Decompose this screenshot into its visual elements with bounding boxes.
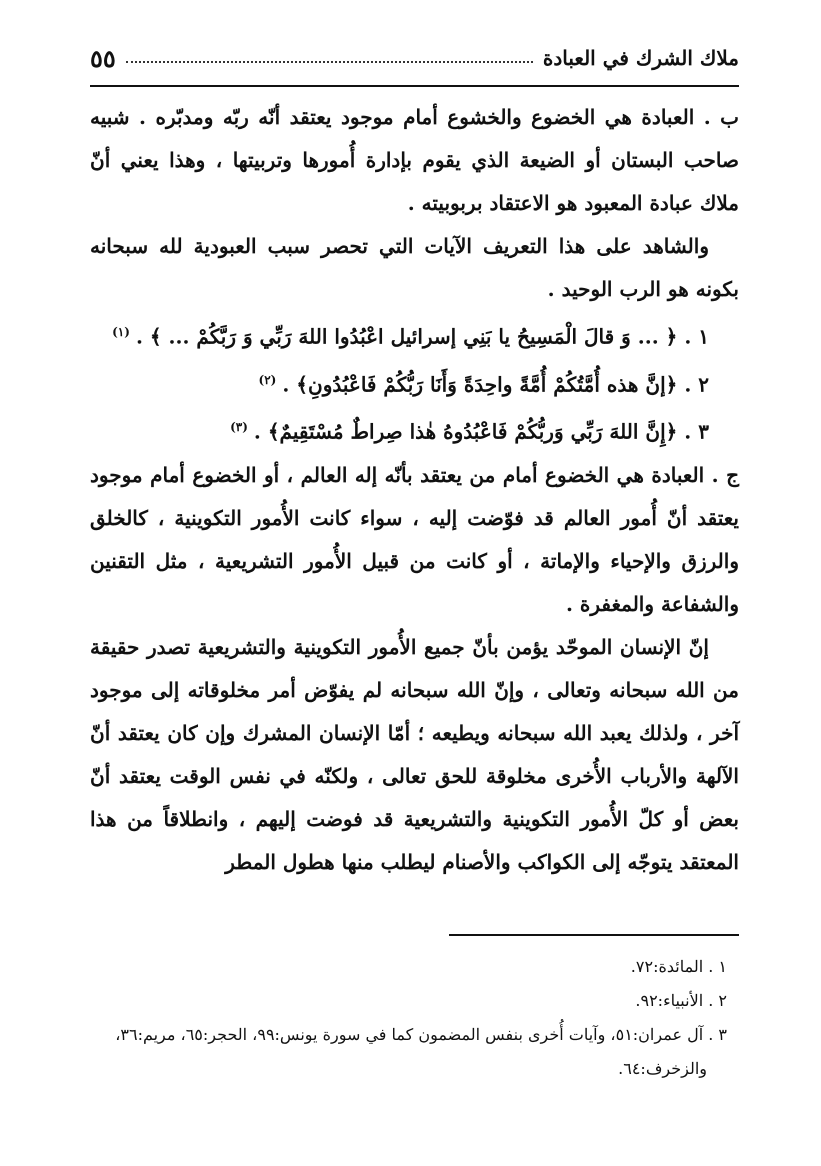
paragraph-evidence: والشاهد على هذا التعريف الآيات التي تحصر سبب العبودية لله سبحانه بكونه هو الرب الوحيد . [90, 234, 739, 301]
page-header [90, 38, 739, 78]
verse-3-text: ٣ . ﴿إِنَّ اللهَ رَبِّي وَربُّكُمْ فَاعْبُدُوهُ هٰذا صِراطٌ مُسْتَقِيمٌ﴾ . [253, 419, 709, 444]
verse-1-note: (١) [112, 325, 130, 339]
paragraph-monotheist: إنّ الإنسان الموحّد يؤمن بأنّ جميع الأُمور التكوينية والتشريعية تصدر حقيقة من الله سبحانه وتعالى ، وإنّ الله سبحانه لم يفوّض أمر مخلوقاته إلى موجود آخر ، ولذلك يعبد الله سبحانه ويطيعه ؛ أمّا الإنسان المشرك وإن كان يعتقد أنّ الآلهة والأرباب الأُخرى مخلوقة للحق تعالى ، ولكنّه في نفس الوقت يعتقد أنّ بعض أو كلّ الأُمور التكوينية والتشريعية قد فوضت إليهم ، وانطلاقاً من هذا المعتقد يتوجّه إلى الكواكب والأصنام ليطلب منها هطول المطر [90, 634, 739, 874]
paragraph-c: ج . العبادة هي الخضوع أمام من يعتقد بأنّه إله العالم ، أو الخضوع أمام موجود يعتقد أنّ أُمور العالم قد فوّضت إليه ، سواء كانت الأُمور التكوينية ، كالخلق والرزق والإحياء والإماتة ، أو كانت من قبيل الأُمور التشريعية ، مثل التقنين والشفاعة والمغفرة . [90, 462, 739, 616]
verse-1-text: ١ . ﴿ ... وَ قالَ الْمَسِيحُ يا بَنِي إسرائيل اعْبُدُوا اللهَ رَبِّي وَ رَبَّكُمْ ... ﴾ . [135, 324, 709, 349]
footnote-3-continuation: والزخرف:٦٤. [618, 1059, 707, 1078]
footnote-3: ٣ . آل عمران:٥١، وآيات أُخرى بنفس المضمون كما في سورة يونس:٩٩، الحجر:٦٥، مريم:٣٦، [115, 1025, 727, 1044]
verse-2-note: (٢) [258, 372, 277, 387]
verse-3 [90, 406, 739, 454]
verse-3-note: (٣) [230, 420, 248, 435]
footnote-1: ١ . المائدة:٧٢. [630, 957, 727, 976]
footnote-2: ٢ . الأنبياء:٩٢. [635, 991, 727, 1010]
verse-2 [90, 359, 739, 407]
footnotes [82, 950, 739, 1086]
main-text [90, 96, 739, 884]
running-title: ملاك الشرك في العبادة [542, 46, 739, 70]
footnote-rule [449, 934, 739, 936]
page-number: ٥٥ [90, 43, 116, 73]
paragraph-b: ب . العبادة هي الخضوع والخشوع أمام موجود يعتقد أنّه ربّه ومدبّره . شبيه صاحب البستان أو الضيعة الذي يقوم بإدارة أُمورها وتربيتها ، وهذا يعني أنّ ملاك عبادة المعبود هو الاعتقاد بربوبيته . [90, 105, 739, 215]
verse-1 [90, 311, 739, 359]
verse-2-text: ٢ . ﴿إنَّ هذه أُمَّتُكُمْ أُمَّةً واحِدَةً وَأَنَا رَبُّكُمْ فَاعْبُدُونِ﴾ . [282, 372, 709, 397]
header-rule [90, 85, 739, 87]
header-dot-leader [126, 61, 533, 63]
